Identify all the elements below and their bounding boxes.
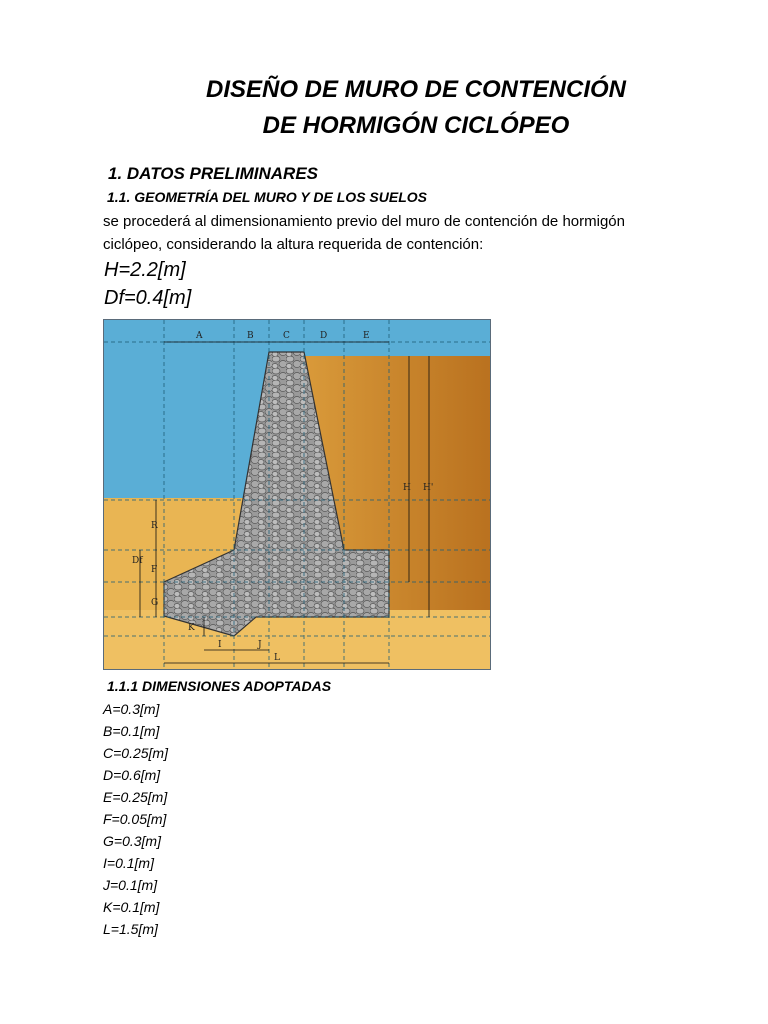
label-i: I bbox=[218, 640, 222, 650]
intro-paragraph: se procederá al dimensionamiento previo del muro de contención de hormigón ciclópeo, considerando la altura requerida de contención: bbox=[103, 213, 625, 253]
section-heading-1-1: 1.1. GEOMETRÍA DEL MURO Y DE LOS SUELOS bbox=[107, 189, 427, 205]
label-l: L bbox=[274, 653, 280, 663]
list-item: L=1.5[m] bbox=[103, 921, 158, 937]
label-b: B bbox=[247, 331, 254, 341]
list-item: G=0.3[m] bbox=[103, 833, 161, 849]
list-item: J=0.1[m] bbox=[103, 877, 158, 893]
label-df: Df bbox=[132, 556, 143, 566]
retaining-wall-diagram bbox=[103, 319, 491, 670]
list-item: K=0.1[m] bbox=[103, 899, 160, 915]
list-item: F=0.05[m] bbox=[103, 811, 167, 827]
base-soil bbox=[104, 610, 491, 670]
label-h-prime: H' bbox=[423, 483, 434, 493]
foundation-depth-value: Df=0.4[m] bbox=[104, 287, 192, 309]
list-item: B=0.1[m] bbox=[103, 723, 160, 739]
label-r: R bbox=[151, 521, 158, 531]
list-item: E=0.25[m] bbox=[103, 789, 168, 805]
label-h: H bbox=[403, 483, 411, 493]
label-g: G bbox=[151, 598, 159, 608]
list-item: C=0.25[m] bbox=[103, 745, 168, 761]
section-heading-1: 1. DATOS PRELIMINARES bbox=[108, 164, 319, 183]
label-d: D bbox=[320, 331, 328, 341]
diagram-svg bbox=[104, 320, 491, 670]
label-k: K bbox=[188, 623, 195, 633]
label-e: E bbox=[363, 331, 370, 341]
label-f: F bbox=[151, 565, 158, 575]
list-item: D=0.6[m] bbox=[103, 767, 161, 783]
list-item: I=0.1[m] bbox=[103, 855, 154, 871]
list-item: A=0.3[m] bbox=[103, 701, 160, 717]
label-a: A bbox=[196, 331, 203, 341]
section-heading-1-1-1: 1.1.1 DIMENSIONES ADOPTADAS bbox=[107, 678, 332, 694]
dimension-list bbox=[103, 698, 168, 940]
label-j: J bbox=[258, 640, 262, 650]
label-c: C bbox=[283, 331, 290, 341]
height-value: H=2.2[m] bbox=[104, 259, 186, 281]
title-line-1: DISEÑO DE MURO DE CONTENCIÓN bbox=[205, 76, 627, 103]
title-line-2: DE HORMIGÓN CICLÓPEO bbox=[262, 112, 570, 139]
